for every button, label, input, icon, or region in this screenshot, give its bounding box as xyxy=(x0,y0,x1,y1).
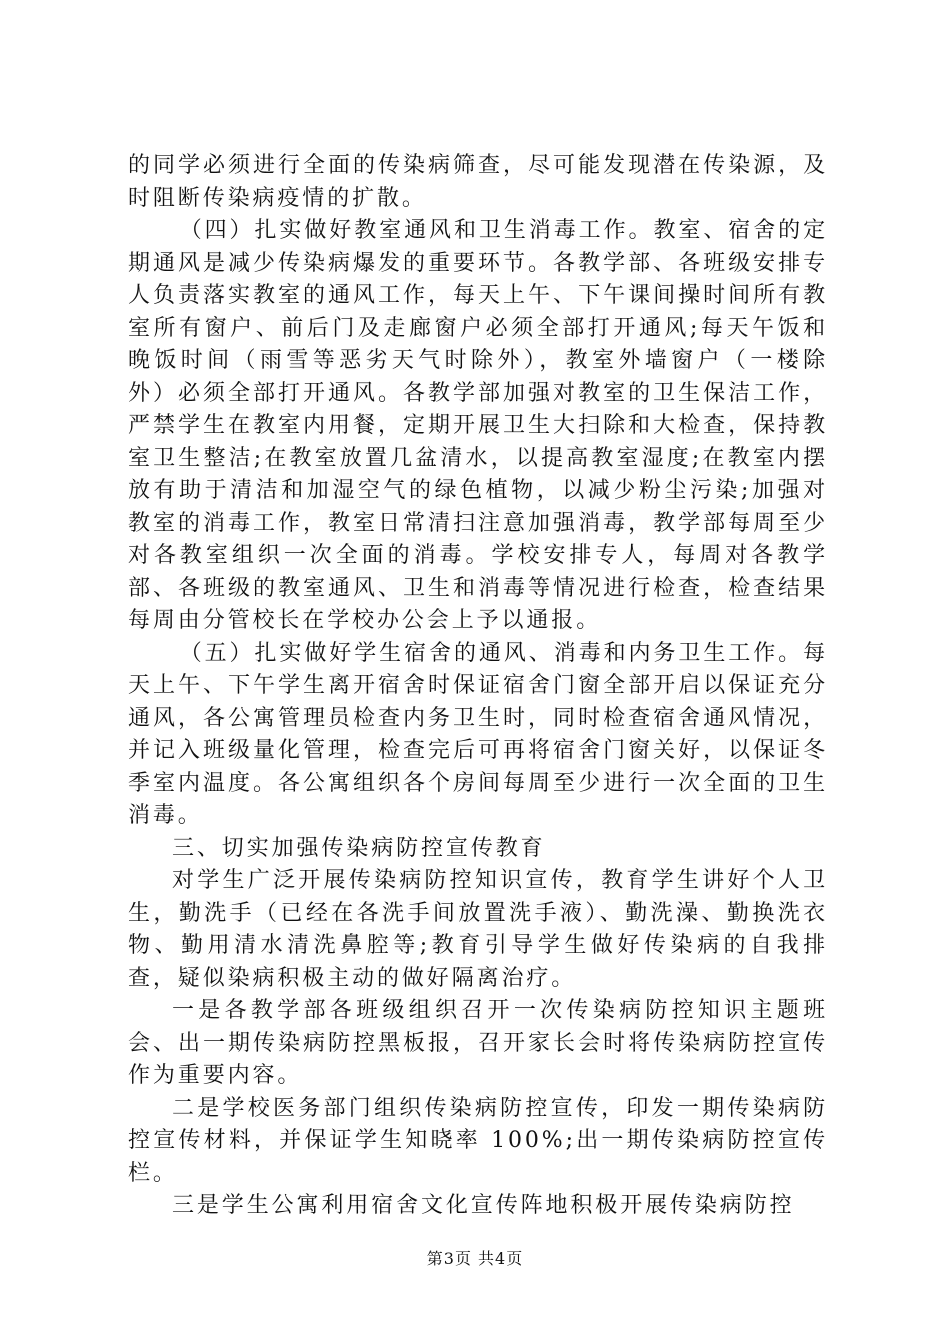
section-heading-3: 三、切实加强传染病防控宣传教育 xyxy=(172,835,546,861)
paragraph-section-4: （四）扎实做好教室通风和卫生消毒工作。教室、宿舍的定期通风是减少传染病爆发的重要环节。各教学部、各班级安排专人负责落实教室的通风工作，每天上午、下午课间操时间所有教室所有窗户、前后门及走廊窗户必须全部打开通风;每天午饭和晚饭时间（雨雪等恶劣天气时除外），教室外墙窗户（一楼除外）必须全部打开通风。各教学部加强对教室的卫生保洁工作，严禁学生在教室内用餐，定期开展卫生大扫除和大检查，保持教室卫生整洁;在教室放置几盆清水，以提高教室湿度;在教室内摆放有助于清洁和加湿空气的绿色植物，以减少粉尘污染;加强对教室的消毒工作，教室日常清扫注意加强消毒，教学部每周至少对各教室组织一次全面的消毒。学校安排专人，每周对各教学部、各班级的教室通风、卫生和消毒等情况进行检查，检查结果每周由分管校长在学校办公会上予以通报。 xyxy=(128,218,828,633)
paragraph-item-2: 二是学校医务部门组织传染病防控宣传，印发一期传染病防控宣传材料，并保证学生知晓率 100%;出一期传染病防控宣传栏。 xyxy=(128,1095,828,1186)
paragraph-publicity-intro: 对学生广泛开展传染病防控知识宣传，教育学生讲好个人卫生，勤洗手（已经在各洗手间放置洗手液）、勤洗澡、勤换洗衣物、勤用清水清洗鼻腔等;教育引导学生做好传染病的自我排查，疑似染病积极主动的做好隔离治疗。 xyxy=(128,868,828,991)
page-footer: 第3页 共4页 xyxy=(426,1249,524,1268)
paragraph-item-3: 三是学生公寓利用宿舍文化宣传阵地积极开展传染病防控 xyxy=(172,1193,795,1218)
paragraph-continuation: 的同学必须进行全面的传染病筛查，尽可能发现潜在传染源，及时阻断传染病疫情的扩散。 xyxy=(128,153,828,211)
paragraph-item-1: 一是各教学部各班级组织召开一次传染病防控知识主题班会、出一期传染病防控黑板报，召开家长会时将传染病防控宣传作为重要内容。 xyxy=(128,998,828,1088)
paragraph-section-5: （五）扎实做好学生宿舍的通风、消毒和内务卫生工作。每天上午、下午学生离开宿舍时保证宿舍门窗全部开启以保证充分通风，各公寓管理员检查内务卫生时，同时检查宿舍通风情况，并记入班级量化管理，检查完后可再将宿舍门窗关好，以保证冬季室内温度。各公寓组织各个房间每周至少进行一次全面的卫生消毒。 xyxy=(128,640,828,828)
document-body xyxy=(128,150,828,1223)
